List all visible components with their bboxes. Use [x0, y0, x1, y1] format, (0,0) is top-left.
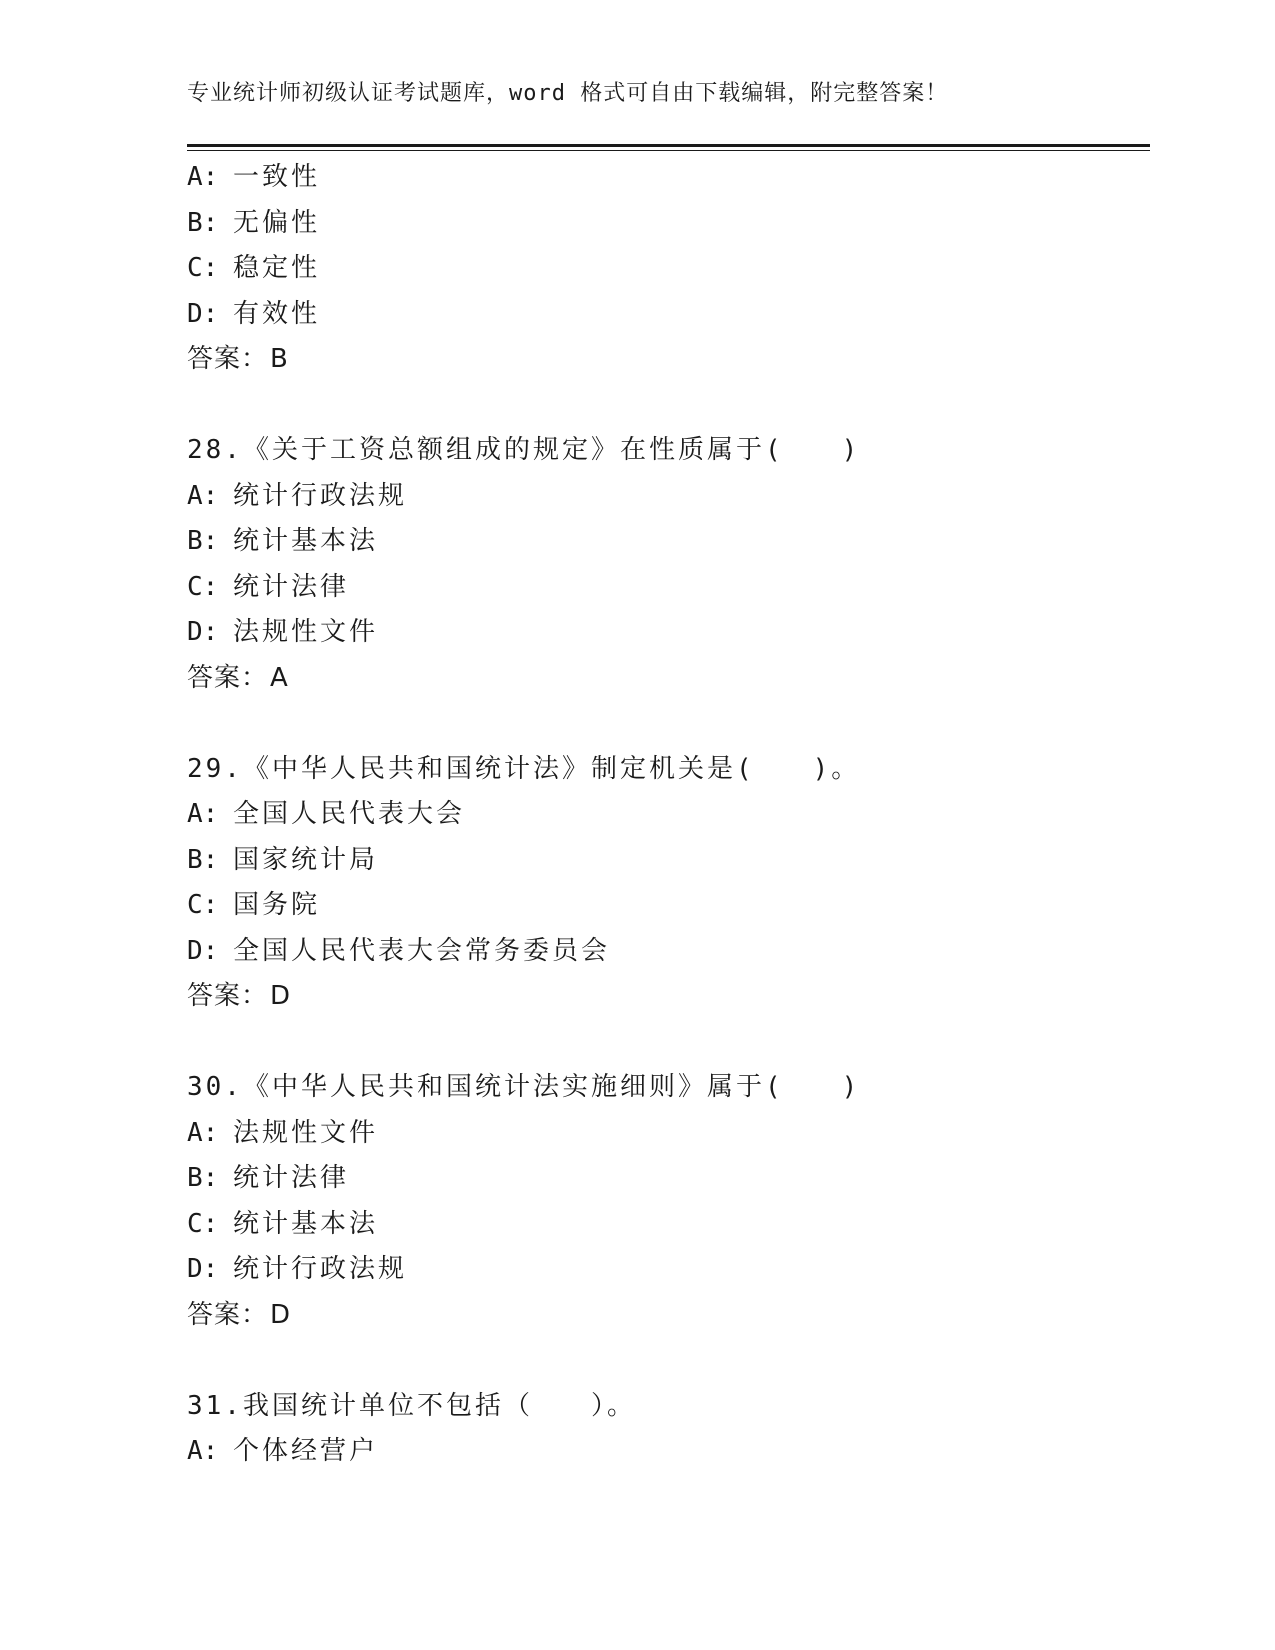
option-text: 统计行政法规: [233, 480, 408, 511]
option-text: 国务院: [233, 890, 321, 920]
option-text: 法规性文件: [233, 1117, 379, 1148]
answer-label: 答案：: [187, 344, 269, 374]
header-rule-thin: [187, 150, 1150, 151]
option-label: A:: [187, 1436, 219, 1466]
answer-value: D: [270, 981, 292, 1011]
question-29: 29.《中华人民共和国统计法》制定机关是( )。: [187, 753, 861, 784]
option-label: A:: [187, 162, 219, 192]
option-label: D:: [187, 1254, 219, 1284]
spacer: [187, 701, 1147, 747]
option-label: D:: [187, 298, 219, 329]
option-label: C:: [187, 253, 219, 283]
question-list: [187, 155, 1147, 1475]
option-label: A:: [187, 480, 219, 511]
option-label: B:: [187, 526, 219, 556]
question-30: 30.《中华人民共和国统计法实施细则》属于( ): [187, 1072, 861, 1102]
option-a: [187, 474, 1147, 520]
answer-value: B: [270, 344, 289, 374]
option-text: 统计法律: [233, 1163, 350, 1193]
option-text: 统计行政法规: [233, 1254, 408, 1284]
option-label: B:: [187, 1163, 219, 1193]
answer-line: [187, 656, 1147, 702]
option-text: 稳定性: [233, 253, 321, 283]
option-text: 统计基本法: [233, 1208, 379, 1239]
option-text: 法规性文件: [233, 617, 379, 647]
spacer: [187, 1020, 1147, 1066]
option-c: [187, 246, 1147, 292]
option-a: [187, 792, 1147, 838]
page-header: 专业统计师初级认证考试题库，word 格式可自由下载编辑，附完整答案！: [187, 81, 949, 106]
option-text: 一致性: [233, 162, 321, 192]
answer-line: [187, 1293, 1147, 1339]
answer-line: [187, 974, 1147, 1020]
option-d: [187, 292, 1147, 338]
option-text: 全国人民代表大会: [233, 799, 466, 829]
option-label: B:: [187, 844, 219, 875]
answer-value: D: [270, 1299, 292, 1330]
option-b: [187, 1156, 1147, 1202]
option-b: [187, 201, 1147, 247]
option-d: [187, 1247, 1147, 1293]
option-text: 个体经营户: [233, 1436, 379, 1466]
option-text: 国家统计局: [233, 844, 379, 875]
answer-line: [187, 337, 1147, 383]
option-label: B:: [187, 207, 219, 238]
option-d: [187, 610, 1147, 656]
spacer: [187, 1338, 1147, 1384]
spacer: [187, 383, 1147, 429]
option-label: D:: [187, 617, 219, 647]
option-a: [187, 1111, 1147, 1157]
option-b: [187, 838, 1147, 884]
option-text: 统计法律: [233, 571, 350, 602]
option-text: 统计基本法: [233, 526, 379, 556]
answer-label: 答案：: [187, 981, 269, 1011]
option-text: 无偏性: [233, 207, 321, 238]
option-c: [187, 883, 1147, 929]
option-label: C:: [187, 890, 219, 920]
option-text: 全国人民代表大会常务委员会: [233, 935, 611, 966]
answer-label: 答案：: [187, 1299, 269, 1330]
option-label: A:: [187, 799, 219, 829]
question-28: 28.《关于工资总额组成的规定》在性质属于( ): [187, 435, 861, 465]
option-d: [187, 929, 1147, 975]
option-a: [187, 1429, 1147, 1475]
option-a: [187, 155, 1147, 201]
option-label: C:: [187, 571, 219, 602]
answer-value: A: [270, 662, 289, 693]
option-b: [187, 519, 1147, 565]
option-label: D:: [187, 935, 219, 966]
option-text: 有效性: [233, 298, 321, 329]
question-31: 31.我国统计单位不包括（ ）。: [187, 1390, 636, 1421]
option-c: [187, 565, 1147, 611]
answer-label: 答案：: [187, 662, 269, 693]
header-rule-thick: [187, 144, 1150, 147]
option-label: C:: [187, 1208, 219, 1239]
option-label: A:: [187, 1117, 219, 1148]
option-c: [187, 1202, 1147, 1248]
